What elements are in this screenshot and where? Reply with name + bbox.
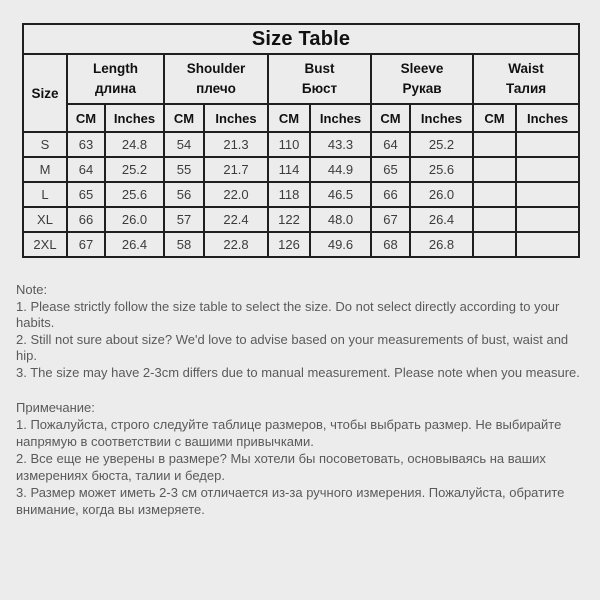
cell-length-cm: 64 (67, 157, 105, 182)
unit-header-row (23, 104, 579, 132)
table-row-m (23, 157, 579, 182)
cell-shoulder-inches: 21.3 (204, 132, 268, 157)
cell-waist-inches (516, 182, 579, 207)
table-row-l (23, 182, 579, 207)
cell-sleeve-inches: 26.0 (410, 182, 473, 207)
group-length-en: Length (93, 60, 138, 76)
note-line: 2. Still not sure about size? We'd love to advise based on your measurements of bust, waist and hip. (16, 331, 569, 363)
cell-shoulder-cm: 55 (164, 157, 204, 182)
group-length-ru: длина (94, 81, 137, 96)
cell-bust-cm: 118 (268, 182, 310, 207)
cell-shoulder-inches: 21.7 (204, 157, 268, 182)
cell-length-inches: 26.0 (105, 207, 164, 232)
unit-header-inches: Inches (310, 104, 371, 132)
cell-length-inches: 25.6 (105, 182, 164, 207)
cell-length-inches: 26.4 (105, 232, 164, 257)
table-row-xl (23, 207, 579, 232)
unit-header-inches: Inches (516, 104, 579, 132)
table-title: Size Table (23, 24, 579, 54)
size-column-header: Size (23, 54, 67, 132)
cell-waist-inches (516, 157, 579, 182)
cell-sleeve-cm: 64 (371, 132, 410, 157)
cell-bust-inches: 43.3 (310, 132, 371, 157)
cell-shoulder-cm: 57 (164, 207, 204, 232)
cell-length-cm: 67 (67, 232, 105, 257)
row-size-label: M (23, 157, 67, 182)
notes-russian-heading: Примечание: (16, 400, 95, 415)
group-header-row (23, 54, 579, 104)
cell-waist-cm (473, 207, 516, 232)
cell-length-cm: 63 (67, 132, 105, 157)
notes-english (16, 282, 588, 381)
group-sleeve-en: Sleeve (400, 60, 444, 76)
unit-header-inches: Inches (410, 104, 473, 132)
unit-header-cm: CM (473, 104, 516, 132)
cell-waist-inches (516, 207, 579, 232)
note-line: 1. Please strictly follow the size table to select the size. Do not select directly according to your habits. (16, 298, 560, 330)
column-group-bust (268, 54, 371, 104)
cell-bust-inches: 44.9 (310, 157, 371, 182)
cell-shoulder-cm: 54 (164, 132, 204, 157)
cell-sleeve-inches: 25.6 (410, 157, 473, 182)
cell-sleeve-cm: 68 (371, 232, 410, 257)
cell-sleeve-cm: 67 (371, 207, 410, 232)
unit-header-cm: CM (164, 104, 204, 132)
cell-shoulder-inches: 22.8 (204, 232, 268, 257)
unit-header-inches: Inches (204, 104, 268, 132)
group-waist-en: Waist (508, 60, 544, 76)
cell-bust-cm: 110 (268, 132, 310, 157)
notes-english-heading: Note: (16, 282, 48, 297)
cell-waist-cm (473, 182, 516, 207)
column-group-shoulder (164, 54, 268, 104)
row-size-label: S (23, 132, 67, 157)
table-row-s (23, 132, 579, 157)
cell-shoulder-cm: 56 (164, 182, 204, 207)
cell-bust-inches: 46.5 (310, 182, 371, 207)
row-size-label: L (23, 182, 67, 207)
cell-bust-inches: 48.0 (310, 207, 371, 232)
note-line: 2. Все еще не уверены в размере? Мы хотели бы посоветовать, основываясь на ваших измерениях бюста, талии и бедер. (16, 451, 546, 483)
cell-waist-inches (516, 232, 579, 257)
cell-sleeve-inches: 26.8 (410, 232, 473, 257)
cell-sleeve-inches: 26.4 (410, 207, 473, 232)
column-group-length (67, 54, 164, 104)
cell-sleeve-cm: 66 (371, 182, 410, 207)
group-bust-en: Bust (304, 60, 335, 76)
cell-shoulder-inches: 22.4 (204, 207, 268, 232)
unit-header-cm: CM (67, 104, 105, 132)
cell-shoulder-inches: 22.0 (204, 182, 268, 207)
cell-bust-inches: 49.6 (310, 232, 371, 257)
cell-bust-cm: 114 (268, 157, 310, 182)
note-line: 1. Пожалуйста, строго следуйте таблице размеров, чтобы выбрать размер. Не выбирайте напрямую в соответствии с вашими привычками. (16, 417, 562, 449)
table-title-row (23, 24, 579, 54)
column-group-sleeve (371, 54, 473, 104)
group-waist-ru: Талия (505, 81, 547, 96)
unit-header-cm: CM (268, 104, 310, 132)
table-row-2xl (23, 232, 579, 257)
cell-waist-cm (473, 157, 516, 182)
cell-waist-cm (473, 232, 516, 257)
cell-sleeve-inches: 25.2 (410, 132, 473, 157)
cell-waist-inches (516, 132, 579, 157)
cell-shoulder-cm: 58 (164, 232, 204, 257)
group-shoulder-en: Shoulder (186, 60, 246, 76)
note-line: 3. Размер может иметь 2-3 см отличается из-за ручного измерения. Пожалуйста, обратите внимание, когда вы измеряете. (16, 485, 565, 517)
group-shoulder-ru: плечо (196, 81, 236, 96)
cell-length-cm: 65 (67, 182, 105, 207)
note-line: 3. The size may have 2-3cm differs due to manual measurement. Please note when you measure. (16, 364, 580, 380)
cell-length-cm: 66 (67, 207, 105, 232)
cell-sleeve-cm: 65 (371, 157, 410, 182)
group-bust-ru: Бюст (301, 81, 338, 96)
cell-length-inches: 25.2 (105, 157, 164, 182)
column-group-waist (473, 54, 579, 104)
size-table (22, 23, 580, 258)
cell-length-inches: 24.8 (105, 132, 164, 157)
cell-bust-cm: 126 (268, 232, 310, 257)
unit-header-cm: CM (371, 104, 410, 132)
cell-waist-cm (473, 132, 516, 157)
row-size-label: XL (23, 207, 67, 232)
unit-header-inches: Inches (105, 104, 164, 132)
notes-russian (16, 399, 588, 518)
row-size-label: 2XL (23, 232, 67, 257)
cell-bust-cm: 122 (268, 207, 310, 232)
notes-section (16, 282, 588, 518)
group-sleeve-ru: Рукав (402, 81, 442, 96)
